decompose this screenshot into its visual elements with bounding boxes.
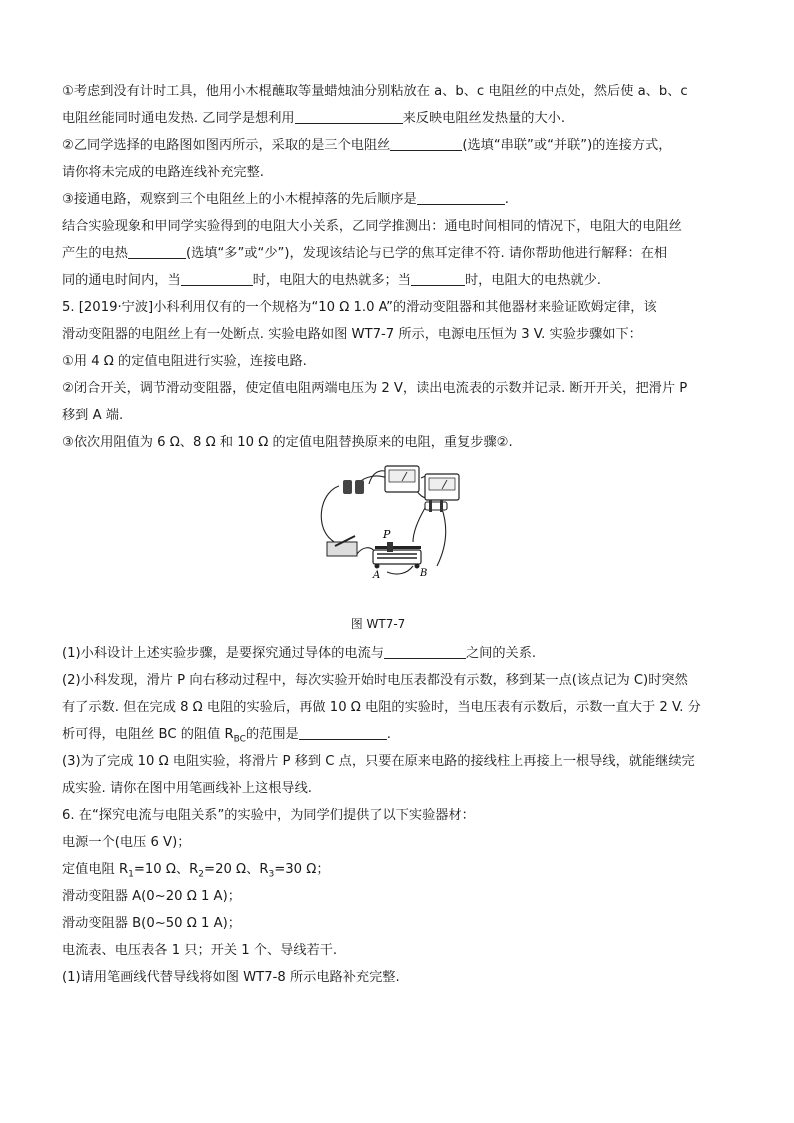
answer-blank[interactable] — [411, 271, 465, 286]
resistor-icon — [425, 500, 447, 512]
wire — [387, 566, 413, 574]
q6-line-5: 滑动变阻器 B(0~50 Ω 1 A)； — [62, 916, 241, 931]
terminal-b-label: B — [420, 568, 428, 579]
q6-line-2: 电源一个(电压 6 V)； — [62, 835, 191, 850]
q5-sub2-line-3: 析可得，电阻丝 BC 的阻值 $R_{BC}$的范围是 . — [62, 727, 391, 745]
q6-line-6: 电流表、电压表各 1 只；开关 1 个、导线若干. — [62, 943, 338, 958]
q5-line-4: ②闭合开关，调节滑动变阻器，使定值电阻两端电压为 2 V，读出电流表的示数并记录. 断开开关，把滑片 P — [62, 381, 688, 396]
q5-sub1: (1)小科设计上述实验步骤，是要探究通过导体的电流与 之间的关系. — [62, 646, 537, 661]
answer-blank[interactable] — [295, 109, 403, 124]
q5-sub2-line-2: 有了示数. 但在完成 8 Ω 电阻的实验后，再做 10 Ω 电阻的实验时，当电压表有示数后，示数一直大于 2 V. 分 — [62, 700, 701, 715]
battery-icon — [343, 480, 364, 494]
q4-line-5: ③接通电路，观察到三个电阻丝上的小木棍掉落的先后顺序是 . — [62, 192, 509, 207]
answer-blank[interactable] — [128, 244, 186, 259]
q5-line-1: 5. [2019·宁波]小科利用仅有的一个规格为“10 Ω 1.0 A”的滑动变阻器和其他器材来验证欧姆定律，该 — [62, 300, 657, 315]
ammeter-icon — [385, 466, 419, 492]
q4-line-4: 请你将未完成的电路连线补充完整. — [62, 165, 265, 180]
q6-line-3: 定值电阻 $R_1=10$ Ω、$R_2=20$ Ω、$R_3=30$ Ω； — [62, 862, 330, 880]
q5-line-6: ③依次用阻值为 6 Ω、8 Ω 和 10 Ω 的定值电阻替换原来的电阻，重复步骤②. — [62, 435, 513, 450]
answer-blank[interactable] — [299, 725, 387, 740]
answer-blank[interactable] — [181, 271, 253, 286]
switch-icon — [327, 536, 357, 556]
circuit-diagram — [317, 462, 467, 580]
slider-p-label: P — [383, 528, 391, 541]
q5-line-3: ①用 4 Ω 的定值电阻进行实验，连接电路. — [62, 354, 307, 369]
q6-line-1: 6. 在“探究电流与电阻关系”的实验中，为同学们提供了以下实验器材： — [62, 808, 475, 823]
q4-line-8: 同的通电时间内，当 时，电阻大的电热就多；当 时，电阻大的电热就少. — [62, 273, 602, 288]
q5-line-2: 滑动变阻器的电阻丝上有一处断点. 实验电路如图 WT7-7 所示，电源电压恒为 3 V. 实验步骤如下： — [62, 327, 642, 342]
q4-line-2: 电阻丝能同时通电发热. 乙同学是想利用 来反映电阻丝发热量的大小. — [62, 111, 566, 126]
q6-line-4: 滑动变阻器 A(0~20 Ω 1 A)； — [62, 889, 241, 904]
q5-sub3-line-1: (3)为了完成 10 Ω 电阻实验，将滑片 P 移到 C 点，只要在原来电路的接线柱上再接上一根导线，就能继续完 — [62, 754, 695, 769]
rheostat-icon — [373, 542, 421, 569]
q5-sub3-line-2: 成实验. 请你在图中用笔画线补上这根导线. — [62, 781, 312, 796]
circuit-figure — [62, 462, 734, 614]
terminal-a-label: A — [373, 570, 381, 580]
q4-line-3: ②乙同学选择的电路图如图丙所示，采取的是三个电阻丝 (选填“串联”或“并联”)的连接方式， — [62, 138, 672, 153]
answer-blank[interactable] — [417, 190, 505, 205]
q4-line-6: 结合实验现象和甲同学实验得到的电阻大小关系，乙同学推测出：通电时间相同的情况下，电阻大的电阻丝 — [62, 219, 682, 234]
page-content — [62, 78, 734, 991]
wire — [413, 508, 425, 542]
wire — [357, 548, 375, 554]
figure-caption: 图 WT7-7 — [350, 617, 406, 631]
answer-blank[interactable] — [390, 136, 462, 151]
q5-sub2-line-1: (2)小科发现，滑片 P 向右移动过程中，每次实验开始时电压表都没有示数，移到某一点(该点记为 C)时突然 — [62, 673, 688, 688]
answer-blank[interactable] — [384, 644, 466, 659]
q4-line-1: ①考虑到没有计时工具，他用小木棍蘸取等量蜡烛油分别粘放在 a、b、c 电阻丝的中点处，然后使 a、b、c — [62, 84, 688, 99]
q6-line-7: (1)请用笔画线代替导线将如图 WT7-8 所示电路补充完整. — [62, 970, 400, 985]
wire — [321, 486, 339, 544]
q4-line-7: 产生的电热 (选填“多”或“少”)，发现该结论与已学的焦耳定律不符. 请你帮助他进行解释：在相 — [62, 246, 668, 261]
voltmeter-icon — [425, 474, 459, 500]
wire — [437, 506, 446, 566]
q5-line-5: 移到 A 端. — [62, 408, 124, 423]
